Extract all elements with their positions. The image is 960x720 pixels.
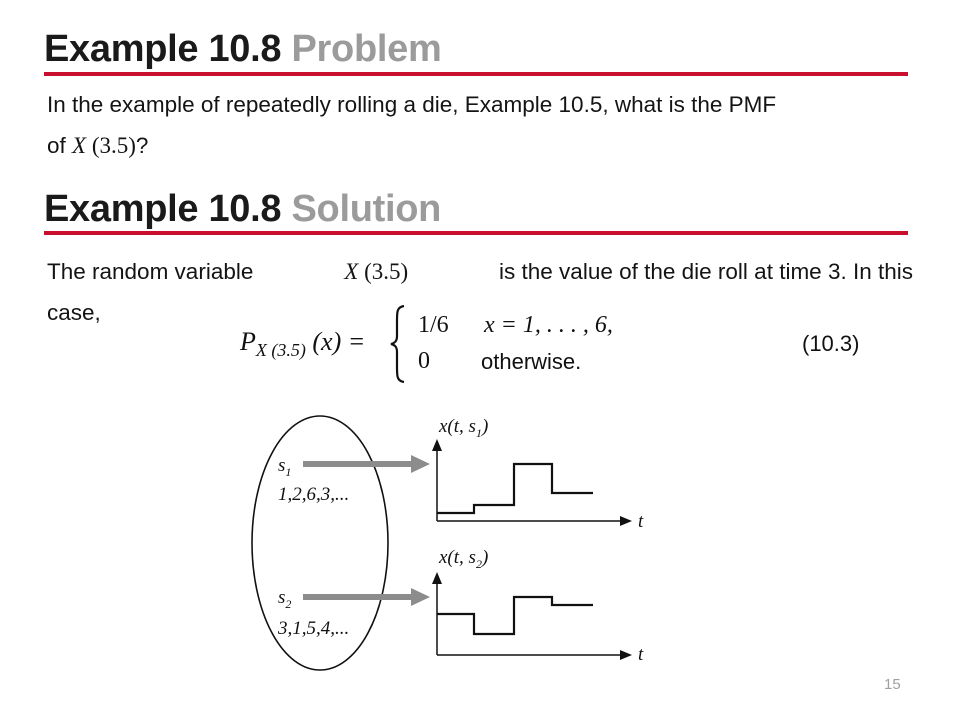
case2-value: 0 [418,348,430,374]
plot2-axis-label: t [638,644,644,665]
problem-line-2-pre: of [47,133,66,158]
solution-math-x35: X (3.5) [344,259,409,284]
solution-line-1-pre: The random variable [47,259,254,284]
sample1-sequence: 1,2,6,3,... [278,484,350,505]
problem-math-arg: (3.5) [91,133,136,158]
problem-heading-sub: Problem [291,28,442,70]
case1-value: 1/6 [418,312,449,338]
equation-subscript: X (3.5) [255,340,306,360]
plot1-title: x(t, $s_1$) [439,416,489,440]
mapping-arrow-1 [303,455,430,473]
plot2-axes [432,572,632,660]
sample2-sequence: 3,1,5,4,... [278,618,350,639]
plot2-title: x(t, $s_2$) [439,547,489,571]
solution-heading-sub: Solution [291,188,442,230]
problem-math-var: X [72,133,87,158]
equation-argument: (x) = [312,327,366,356]
solution-heading-main: Example 10.8 [44,188,282,230]
plot1-step-function [437,464,593,513]
solution-line-1-post: is the value of the die roll at time 3. In this [499,259,913,284]
problem-line-1: In the example of repeatedly rolling a die, Example 10.5, what is the PMF [47,92,777,117]
problem-line-2-post: ? [135,133,149,158]
plot1-axis-label: t [638,511,644,532]
problem-heading-main: Example 10.8 [44,28,282,70]
mapping-arrow-2 [303,588,430,606]
page-number: 15 [884,676,901,693]
case2-condition: otherwise. [481,349,582,374]
sample1-label: $s_1$ [278,455,292,479]
sample2-label: $s_2$ [278,587,292,611]
plot2-step-function [437,597,593,634]
solution-line-2: case, [47,300,101,325]
case1-condition: x = 1, . . . , 6, [484,312,613,338]
equation-p: P [240,327,256,356]
equation-number: (10.3) [802,331,860,356]
